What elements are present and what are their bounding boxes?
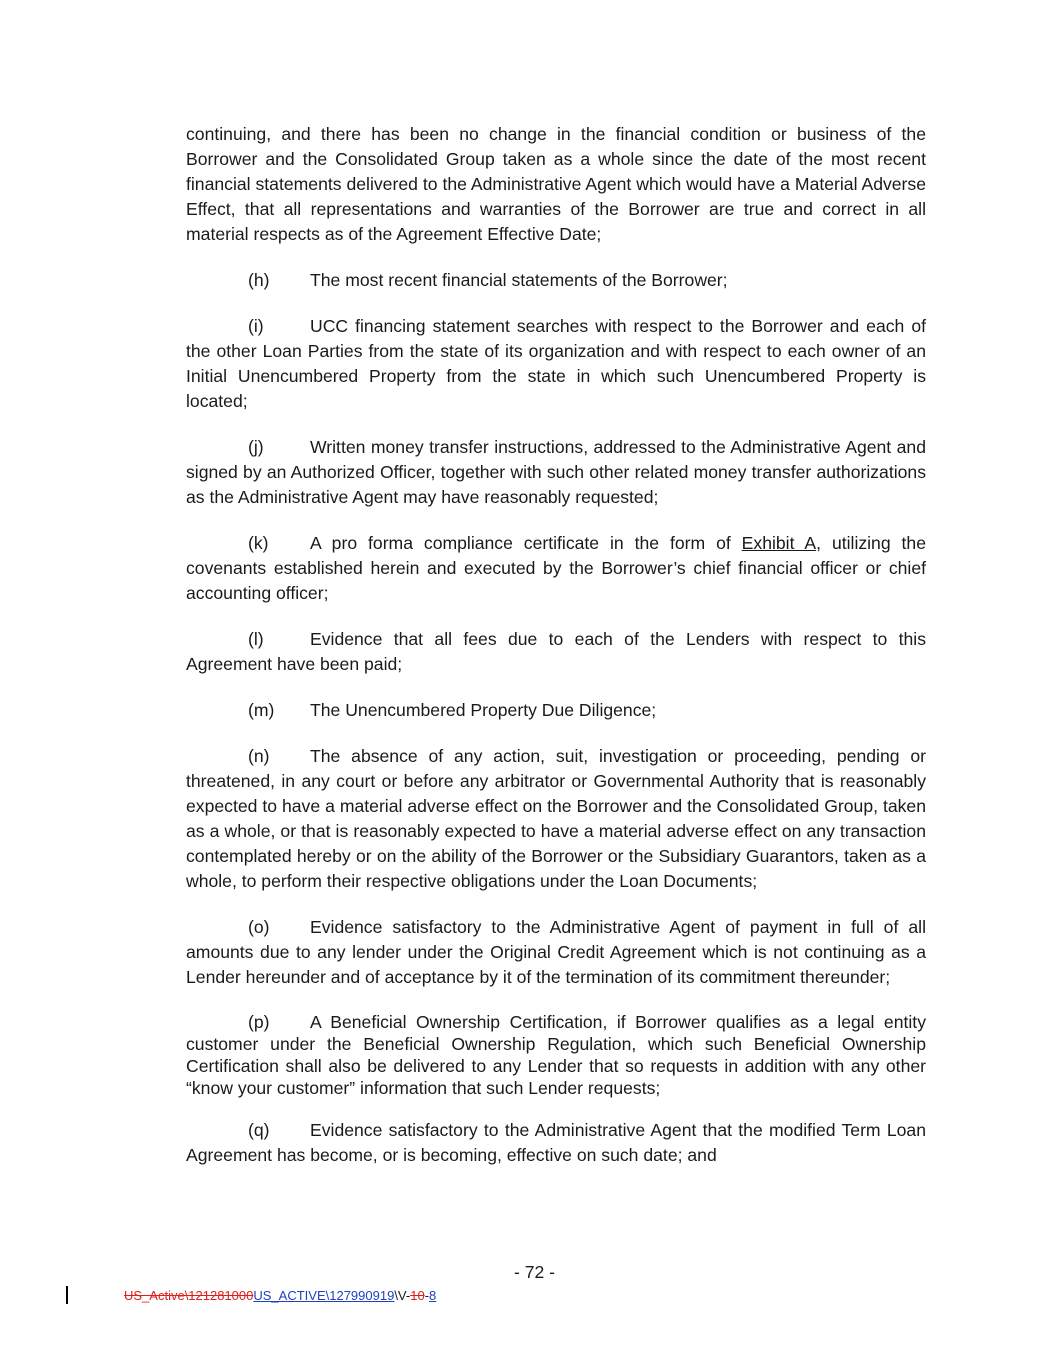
doc-id-middle: \V-: [394, 1288, 411, 1303]
page-number: - 72 -: [513, 1262, 556, 1282]
paragraph-l: [186, 627, 926, 677]
doc-id-deleted-version: 10: [410, 1288, 425, 1303]
item-label-k: (k): [248, 533, 269, 553]
item-text-k-before: A pro forma compliance certificate in the form of: [310, 533, 742, 553]
item-text-p: A Beneficial Ownership Certification, if Borrower qualifies as a legal entity customer under the Beneficial Ownership Regulation, which such Beneficial Ownership Certification shall also be delivered to any Lender that so requests in addition with any other “know your customer” information that such Lender requests;: [186, 1012, 926, 1098]
paragraph-p: [186, 1011, 926, 1099]
paragraph-m: [186, 698, 926, 723]
item-text-i: UCC financing statement searches with respect to the Borrower and each of the other Loan Parties from the state of its organization and with respect to each owner of an Initial Unencumbered Property from the state in which such Unencumbered Property is located;: [186, 316, 926, 411]
revision-change-bar: [66, 1286, 68, 1304]
document-body: [186, 122, 926, 1189]
doc-id-separator: -: [424, 1288, 430, 1303]
item-text-q: Evidence satisfactory to the Administrative Agent that the modified Term Loan Agreement has become, or is becoming, effective on such date; and: [186, 1120, 926, 1165]
item-label-q: (q): [248, 1120, 270, 1140]
item-label-p: (p): [248, 1012, 270, 1032]
paragraph-n: [186, 744, 926, 894]
paragraph-h: [186, 268, 926, 293]
item-label-i: (i): [248, 316, 264, 336]
item-label-m: (m): [248, 700, 275, 720]
paragraph-i: [186, 314, 926, 414]
paragraph-o: [186, 915, 926, 990]
item-text-j: Written money transfer instructions, addressed to the Administrative Agent and signed by an Authorized Officer, together with such other related money transfer authorizations as the Administrative Agent may have reasonably requested;: [186, 437, 926, 507]
item-text-o: Evidence satisfactory to the Administrative Agent of payment in full of all amounts due to any lender under the Original Credit Agreement which is not continuing as a Lender hereunder and of acceptance by it of the termination of its commitment thereunder;: [186, 917, 926, 987]
doc-id-inserted-version: 8: [429, 1288, 437, 1303]
paragraph-q: [186, 1118, 926, 1168]
item-text-m: The Unencumbered Property Due Diligence;: [310, 700, 657, 720]
paragraph-j: [186, 435, 926, 510]
item-label-h: (h): [248, 270, 270, 290]
item-text-l: Evidence that all fees due to each of the Lenders with respect to this Agreement have been paid;: [186, 629, 926, 674]
paragraph-continuation: continuing, and there has been no change in the financial condition or business of the Borrower and the Consolidated Group taken as a whole since the date of the most recent financial statements delivered to the Administrative Agent which would have a Material Adverse Effect, that all representations and warranties of the Borrower are true and correct in all material respects as of the Agreement Effective Date;: [186, 124, 926, 244]
paragraph-k: [186, 531, 926, 606]
item-label-o: (o): [248, 917, 270, 937]
item-text-h: The most recent financial statements of the Borrower;: [310, 270, 728, 290]
doc-id-deleted-prefix: US_Active\121281000: [124, 1288, 254, 1303]
item-label-n: (n): [248, 746, 270, 766]
exhibit-a-link[interactable]: Exhibit A: [741, 533, 817, 553]
item-text-k-after: , utilizing the covenants established herein and executed by the Borrower’s chief financial officer or chief accounting officer;: [186, 533, 926, 603]
item-text-n: The absence of any action, suit, investigation or proceeding, pending or threatened, in any court or before any arbitrator or Governmental Authority that is reasonably expected to have a material adverse effect on the Borrower and the Consolidated Group, taken as a whole, or that is reasonably expected to have a material adverse effect on any transaction contemplated hereby or on the ability of the Borrower or the Subsidiary Guarantors, taken as a whole, to perform their respective obligations under the Loan Documents;: [186, 746, 926, 891]
item-label-l: (l): [248, 629, 264, 649]
doc-id-inserted-prefix: US_ACTIVE\127990919: [253, 1288, 395, 1303]
document-id-footer: [124, 1288, 436, 1303]
item-label-j: (j): [248, 437, 264, 457]
